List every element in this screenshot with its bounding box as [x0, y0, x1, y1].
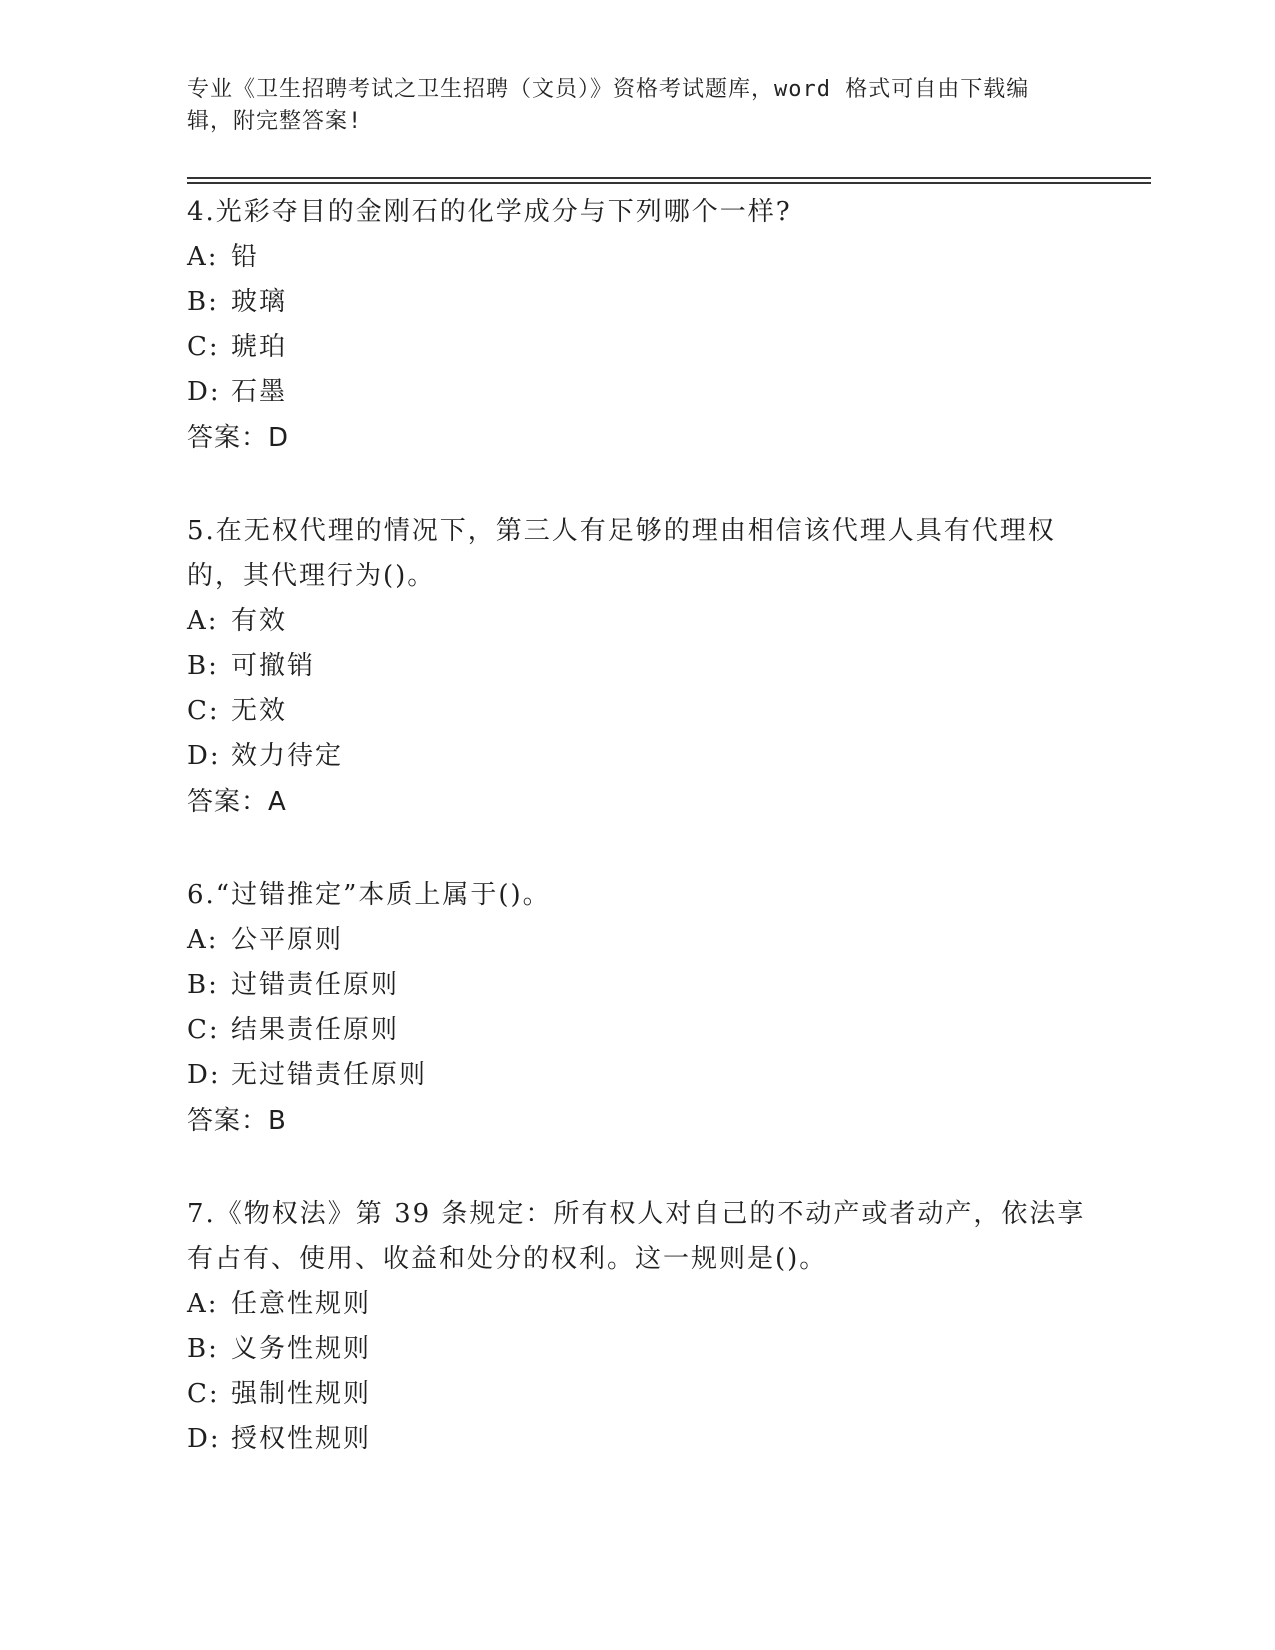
- question-stem: 5.在无权代理的情况下，第三人有足够的理由相信该代理人具有代理权的，其代理行为()。: [187, 516, 1056, 591]
- option-text: 义务性规则: [231, 1334, 372, 1364]
- option-letter: C:: [187, 1015, 220, 1045]
- option-letter: B:: [187, 651, 219, 681]
- option-letter: A:: [187, 925, 219, 955]
- question-4: [187, 186, 1087, 461]
- option-letter: C:: [187, 1379, 220, 1409]
- option-a: [187, 1282, 1087, 1327]
- option-text: 授权性规则: [231, 1424, 372, 1454]
- option-letter: B:: [187, 1334, 219, 1364]
- option-letter: B:: [187, 287, 219, 317]
- option-text: 无效: [231, 696, 288, 726]
- option-letter: D:: [187, 377, 221, 407]
- option-text: 无过错责任原则: [231, 1060, 428, 1090]
- option-text: 有效: [231, 606, 288, 636]
- option-letter: D:: [187, 1424, 221, 1454]
- option-text: 过错责任原则: [231, 970, 400, 1000]
- option-text: 石墨: [231, 377, 288, 407]
- option-text: 玻璃: [231, 287, 288, 317]
- option-d: [187, 1053, 1087, 1098]
- answer-line: 答案：A: [187, 787, 287, 817]
- option-d: [187, 734, 1087, 779]
- option-a: [187, 918, 1087, 963]
- answer-line: 答案：D: [187, 423, 290, 453]
- option-text: 公平原则: [231, 925, 344, 955]
- option-d: [187, 370, 1087, 415]
- option-letter: A:: [187, 606, 219, 636]
- answer-line: 答案：B: [187, 1106, 287, 1136]
- question-list: [187, 186, 1087, 1462]
- option-letter: B:: [187, 970, 219, 1000]
- option-letter: C:: [187, 332, 220, 362]
- question-7: [187, 1188, 1087, 1462]
- option-c: [187, 325, 1087, 370]
- document-header: 专业《卫生招聘考试之卫生招聘（文员）》资格考试题库，word 格式可自由下载编辑，附完整答案!: [187, 77, 1030, 134]
- question-5: [187, 505, 1087, 825]
- option-c: [187, 689, 1087, 734]
- option-a: [187, 235, 1087, 280]
- option-d: [187, 1417, 1087, 1462]
- option-letter: D:: [187, 741, 221, 771]
- option-letter: D:: [187, 1060, 221, 1090]
- option-text: 结果责任原则: [231, 1015, 400, 1045]
- option-text: 任意性规则: [231, 1289, 372, 1319]
- option-text: 铅: [231, 242, 260, 272]
- option-letter: A:: [187, 1289, 219, 1319]
- option-b: [187, 644, 1087, 689]
- option-text: 强制性规则: [231, 1379, 372, 1409]
- option-b: [187, 963, 1087, 1008]
- option-letter: A:: [187, 242, 219, 272]
- option-text: 效力待定: [231, 741, 344, 771]
- option-letter: C:: [187, 696, 220, 726]
- header-divider-bottom: [187, 182, 1151, 184]
- option-c: [187, 1372, 1087, 1417]
- option-a: [187, 599, 1087, 644]
- header-divider-top: [187, 177, 1151, 179]
- option-b: [187, 280, 1087, 325]
- option-text: 琥珀: [231, 332, 288, 362]
- option-text: 可撤销: [231, 651, 316, 681]
- question-stem: 6.“过错推定”本质上属于()。: [187, 880, 551, 910]
- question-stem: 7.《物权法》第 39 条规定：所有权人对自己的不动产或者动产，依法享有占有、使用、收益和处分的权利。这一规则是()。: [187, 1199, 1086, 1274]
- option-b: [187, 1327, 1087, 1372]
- question-stem: 4.光彩夺目的金刚石的化学成分与下列哪个一样?: [187, 197, 792, 227]
- question-6: [187, 869, 1087, 1144]
- option-c: [187, 1008, 1087, 1053]
